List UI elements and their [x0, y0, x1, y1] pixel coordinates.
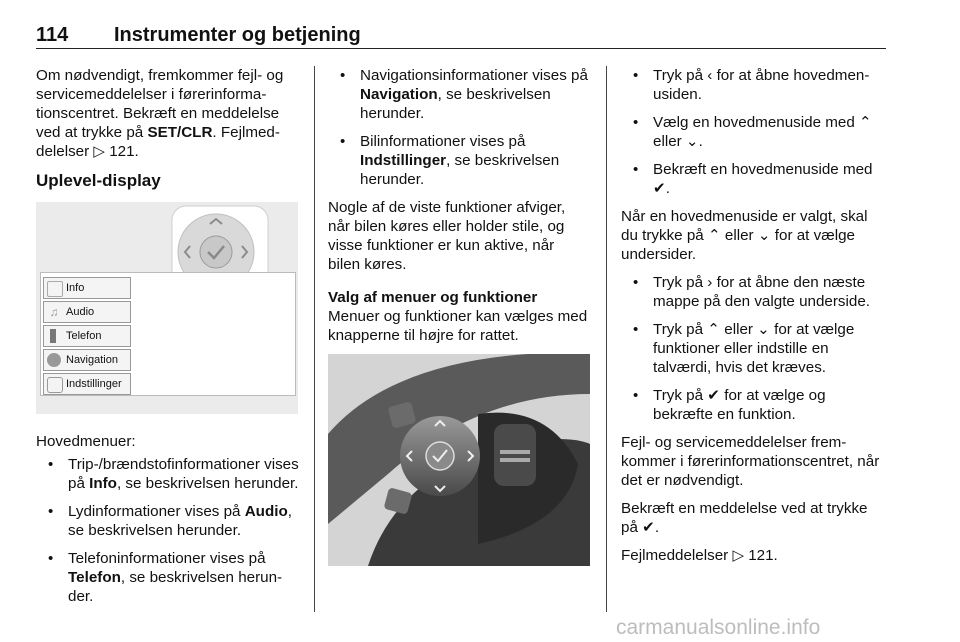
- menu-item-info: [43, 277, 131, 299]
- list-item: • Navigationsinformationer vises på Navigation, se beskrivelsen herunder.: [328, 66, 590, 123]
- checkmark-icon: ✔: [653, 180, 666, 197]
- page-header: [36, 18, 886, 49]
- paragraph: Nogle af de viste funktioner afviger, når bilen køres eller holder stile, og visse funktioner er kun aktive, når bilen køres.: [328, 199, 566, 273]
- intro-paragraph: [36, 66, 302, 161]
- list-item: • Lydinformationer vises på Audio, se beskrivelsen herunder.: [36, 502, 302, 540]
- menu-item-label: Navigation: [66, 354, 118, 366]
- page-ref-icon: ▷: [732, 547, 744, 564]
- chevron-down-icon: ⌄: [757, 321, 770, 338]
- section-heading: Uplevel-display: [36, 171, 161, 190]
- menu-item-label: Indstillinger: [66, 378, 122, 390]
- compass-icon: [47, 353, 61, 367]
- page-number: 114: [36, 24, 69, 46]
- chevron-up-icon: ⌃: [707, 227, 721, 244]
- paragraph: Fejlmeddelelser ▷ 121.: [621, 547, 778, 564]
- music-icon: ♫: [49, 305, 59, 319]
- main-menu-panel: [40, 272, 296, 396]
- main-menus-list: [36, 455, 302, 606]
- column-divider: [314, 66, 315, 612]
- checkmark-icon: ✔: [642, 519, 655, 536]
- paragraph: Menuer og funktioner kan vælges med knapperne til højre for rattet.: [328, 308, 588, 344]
- main-menus-label: Hovedmenuer:: [36, 433, 136, 450]
- menu-item-label: Telefon: [66, 330, 102, 342]
- instruction-list-1: [621, 66, 887, 198]
- subheading: Valg af menuer og funktioner: [328, 289, 538, 306]
- trip-icon: [47, 281, 63, 297]
- chevron-right-icon: ›: [707, 274, 713, 291]
- page-ref-icon: ▷: [93, 143, 105, 160]
- menu-item-indstillinger: [43, 373, 131, 395]
- intro-text: Om nødvendigt, fremkommer fejl- og servicemeddelelser i førerinforma-tionscentret. Bekræft en meddelelse ved at trykke på: [36, 67, 284, 141]
- page-ref: 121.: [109, 143, 139, 160]
- page-ref: 121.: [748, 547, 778, 564]
- checkmark-icon: ✔: [707, 387, 721, 404]
- menu-item-label: Audio: [66, 306, 95, 318]
- car-icon: [47, 377, 63, 393]
- menu-item-audio: [43, 301, 131, 323]
- phone-icon: [50, 329, 56, 343]
- chevron-up-icon: ⌃: [707, 321, 721, 338]
- steering-wheel-illustration: [328, 354, 590, 566]
- intro-text-b: . Fejlmed-delelser: [36, 124, 280, 160]
- chevron-up-icon: ⌃: [859, 114, 872, 131]
- column-divider: [606, 66, 607, 612]
- list-item: • Bilinformationer vises på Indstillinger, se beskrivelsen herunder.: [328, 132, 590, 189]
- menu-item-telefon: [43, 325, 131, 347]
- paragraph: Når en hovedmenuside er valgt, skal du trykke på ⌃ eller ⌄ for at vælge undersider.: [621, 208, 868, 263]
- set-clr-label: SET/CLR: [147, 124, 213, 141]
- column-3: [621, 66, 887, 574]
- chevron-down-icon: ⌄: [685, 133, 699, 150]
- column-1: [36, 66, 302, 615]
- list-item: • Vælg en hovedmenuside med ⌃ eller ⌄.: [621, 113, 887, 151]
- page-title: Instrumenter og betjening: [114, 24, 361, 46]
- info-list: [328, 66, 590, 189]
- list-item: • Tryk på › for at åbne den næste mappe på den valgte underside.: [621, 273, 887, 311]
- list-item: • Tryk på ⌃ eller ⌄ for at vælge funktioner eller indstille en talværdi, hvis det kræves.: [621, 320, 887, 377]
- menu-item-navigation: [43, 349, 131, 371]
- list-item: • Bekræft en hovedmenuside med ✔.: [621, 160, 887, 198]
- list-item: • Tryk på ‹ for at åbne hovedmen-usiden.: [621, 66, 887, 104]
- menu-item-label: Info: [66, 282, 85, 294]
- instruction-list-2: [621, 273, 887, 424]
- paragraph: Bekræft en meddelelse ved at trykke på ✔.: [621, 500, 868, 536]
- uplevel-display-figure: [36, 202, 298, 414]
- list-item: • Telefoninformationer vises på Telefon, se beskrivelsen herun-der.: [36, 549, 302, 606]
- paragraph: Fejl- og servicemeddelelser frem-kommer i førerinformationscentret, når det er nødvendigt.: [621, 434, 880, 489]
- column-2: [328, 66, 590, 576]
- watermark: carmanualsonline.info: [616, 616, 821, 639]
- list-item: • Tryk på ✔ for at vælge og bekræfte en funktion.: [621, 386, 887, 424]
- chevron-down-icon: ⌄: [757, 227, 771, 244]
- steering-wheel-controls-figure: [328, 354, 590, 566]
- chevron-left-icon: ‹: [707, 67, 713, 84]
- list-item: • Trip-/brændstofinformationer vises på Info, se beskrivelsen herunder.: [36, 455, 302, 493]
